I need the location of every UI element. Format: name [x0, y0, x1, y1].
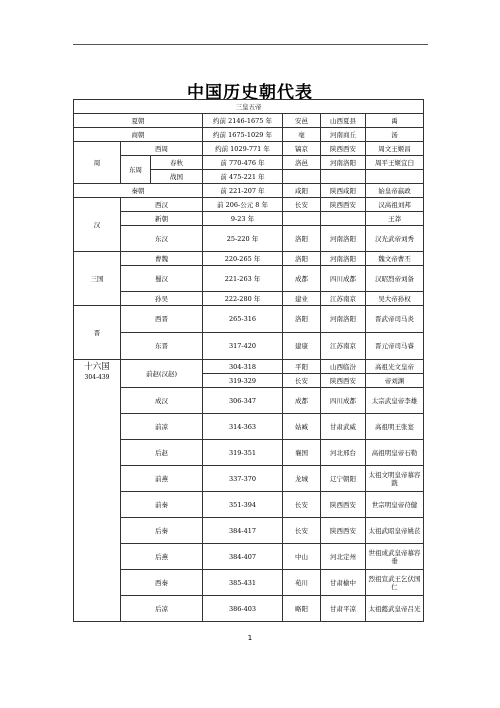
table-row — [74, 518, 424, 544]
table-row — [74, 100, 424, 114]
years-cell: 222-280 年 — [203, 292, 283, 306]
founder-cell: 太祖文明皇帝慕容皝 — [366, 466, 424, 492]
years-cell: 9-23 年 — [203, 212, 283, 226]
founder-cell: 世宗明皇帝苻健 — [366, 492, 424, 518]
dynasty-name: 后凉 — [121, 596, 203, 622]
years-cell: 317-420 — [203, 333, 283, 360]
founder-cell: 帝刘渊 — [366, 374, 424, 388]
table-row — [74, 292, 424, 306]
years-cell: 314-363 — [203, 414, 283, 440]
dynasty-name: 商朝 — [74, 128, 203, 142]
capital-cell: 长安 — [283, 518, 321, 544]
years-cell: 约前 1029-771 年 — [203, 142, 283, 156]
table-row — [74, 226, 424, 252]
founder-cell: 晋元帝司马睿 — [366, 333, 424, 360]
founder-cell: 汉高祖刘邦 — [366, 198, 424, 212]
section-header: 三皇五帝 — [74, 100, 424, 114]
founder-cell: 世祖成武皇帝慕容垂 — [366, 544, 424, 570]
location-cell: 江苏南京 — [321, 292, 366, 306]
founder-cell: 高祖光文皇帝 — [366, 360, 424, 374]
table-row — [74, 333, 424, 360]
dynasty-name: 西秦 — [121, 570, 203, 596]
dynasty-name: 东汉 — [121, 226, 203, 252]
group-title: 十六国 — [84, 362, 110, 372]
years-cell: 304-318 — [203, 360, 283, 374]
capital-cell: 略阳 — [283, 596, 321, 622]
table-row — [74, 440, 424, 466]
location-cell: 四川成都 — [321, 266, 366, 292]
years-cell: 265-316 — [203, 306, 283, 333]
location-cell: 江苏南京 — [321, 333, 366, 360]
dynasty-name: 新朝 — [121, 212, 203, 226]
capital-cell: 洛阳 — [283, 252, 321, 266]
location-cell: 陕西西安 — [321, 518, 366, 544]
capital-cell: 长安 — [283, 374, 321, 388]
location-cell: 陕西西安 — [321, 198, 366, 212]
location-cell: 陕西咸阳 — [321, 184, 366, 198]
founder-cell: 周平王姬宜臼 — [366, 156, 424, 170]
table-row — [74, 596, 424, 622]
capital-cell: 龙城 — [283, 466, 321, 492]
capital-cell: 成都 — [283, 388, 321, 414]
table-row — [74, 492, 424, 518]
capital-cell: 姑臧 — [283, 414, 321, 440]
years-cell: 前 475-221 年 — [203, 170, 283, 184]
location-cell — [321, 170, 366, 184]
dynasty-name: 前赵(汉赵) — [121, 360, 203, 388]
table-row — [74, 198, 424, 212]
capital-cell: 中山 — [283, 544, 321, 570]
location-cell: 陕西西安 — [321, 374, 366, 388]
header-rule — [73, 44, 428, 45]
location-cell: 河南洛阳 — [321, 156, 366, 170]
table-row — [74, 388, 424, 414]
dynasty-name: 后秦 — [121, 518, 203, 544]
dynasty-name: 前燕 — [121, 466, 203, 492]
dynasty-name: 蜀汉 — [121, 266, 203, 292]
dynasty-subgroup-name: 东周 — [121, 156, 151, 184]
capital-cell: 咸阳 — [283, 184, 321, 198]
capital-cell: 洛阳 — [283, 226, 321, 252]
dynasty-name: 西周 — [121, 142, 203, 156]
location-cell — [321, 212, 366, 226]
years-cell: 384-407 — [203, 544, 283, 570]
capital-cell: 洛邑 — [283, 156, 321, 170]
table-row — [74, 570, 424, 596]
founder-cell: 高祖明皇帝石勒 — [366, 440, 424, 466]
capital-cell: 长安 — [283, 198, 321, 212]
table-row — [74, 414, 424, 440]
founder-cell: 高祖明王张寔 — [366, 414, 424, 440]
dynasty-name: 夏朝 — [74, 114, 203, 128]
location-cell: 陕西西安 — [321, 142, 366, 156]
years-cell: 306-347 — [203, 388, 283, 414]
location-cell: 河南洛阳 — [321, 226, 366, 252]
table-row — [74, 360, 424, 374]
dynasty-name: 西晋 — [121, 306, 203, 333]
dynasty-group-name: 三国 — [74, 252, 121, 306]
capital-cell: 安邑 — [283, 114, 321, 128]
location-cell: 四川成都 — [321, 388, 366, 414]
table-row — [74, 128, 424, 142]
dynasty-name: 孙吴 — [121, 292, 203, 306]
years-cell: 约前 1675-1029 年 — [203, 128, 283, 142]
table-row — [74, 544, 424, 570]
table-row — [74, 466, 424, 492]
years-cell: 319-351 — [203, 440, 283, 466]
capital-cell: 建业 — [283, 292, 321, 306]
years-cell: 337-370 — [203, 466, 283, 492]
founder-cell: 汉昭烈帝刘备 — [366, 266, 424, 292]
location-cell: 辽宁朝阳 — [321, 466, 366, 492]
founder-cell: 吴大帝孙权 — [366, 292, 424, 306]
group-range: 304-439 — [84, 374, 110, 381]
page-number: 1 — [247, 634, 253, 642]
founder-cell: 禹 — [366, 114, 424, 128]
dynasty-name: 后燕 — [121, 544, 203, 570]
dynasty-group-name: 周 — [74, 142, 121, 184]
founder-cell: 汤 — [366, 128, 424, 142]
capital-cell: 平阳 — [283, 360, 321, 374]
capital-cell: 成都 — [283, 266, 321, 292]
location-cell: 山西夏县 — [321, 114, 366, 128]
dynasty-name: 前秦 — [121, 492, 203, 518]
dynasty-group-name — [74, 360, 121, 622]
table-row — [74, 142, 424, 156]
dynasty-name: 成汉 — [121, 388, 203, 414]
dynasty-name: 西汉 — [121, 198, 203, 212]
years-cell: 前 221-207 年 — [203, 184, 283, 198]
location-cell: 甘肃榆中 — [321, 570, 366, 596]
capital-cell — [283, 212, 321, 226]
founder-cell: 周文王姬昌 — [366, 142, 424, 156]
years-cell: 前 206-公元 8 年 — [203, 198, 283, 212]
years-cell: 前 770-476 年 — [203, 156, 283, 170]
page-title: 中国历史朝代表 — [187, 83, 313, 103]
founder-cell: 烈祖宣武王乞伏国仁 — [366, 570, 424, 596]
capital-cell: 镐京 — [283, 142, 321, 156]
dynasty-name: 秦朝 — [74, 184, 203, 198]
location-cell: 河南洛阳 — [321, 306, 366, 333]
location-cell: 河南商丘 — [321, 128, 366, 142]
capital-cell: 襄国 — [283, 440, 321, 466]
capital-cell: 苑川 — [283, 570, 321, 596]
years-cell: 25-220 年 — [203, 226, 283, 252]
location-cell: 山西临汾 — [321, 360, 366, 374]
founder-cell: 晋武帝司马炎 — [366, 306, 424, 333]
capital-cell: 建康 — [283, 333, 321, 360]
years-cell: 约前 2146-1675 年 — [203, 114, 283, 128]
years-cell: 221-263 年 — [203, 266, 283, 292]
founder-cell: 太祖武昭皇帝姚苌 — [366, 518, 424, 544]
table-row — [74, 252, 424, 266]
capital-cell: 洛阳 — [283, 306, 321, 333]
location-cell: 河北定州 — [321, 544, 366, 570]
table-row — [74, 114, 424, 128]
dynasty-name: 春秋 — [151, 156, 203, 170]
founder-cell: 始皇帝嬴政 — [366, 184, 424, 198]
location-cell: 甘肃平凉 — [321, 596, 366, 622]
capital-cell: 亳 — [283, 128, 321, 142]
founder-cell: 魏文帝曹丕 — [366, 252, 424, 266]
founder-cell: 汉光武帝刘秀 — [366, 226, 424, 252]
dynasty-name: 前凉 — [121, 414, 203, 440]
location-cell: 陕西西安 — [321, 492, 366, 518]
location-cell: 河北邢台 — [321, 440, 366, 466]
years-cell: 351-394 — [203, 492, 283, 518]
table-row — [74, 184, 424, 198]
years-cell: 386-403 — [203, 596, 283, 622]
dynasty-name: 东晋 — [121, 333, 203, 360]
founder-cell: 太宗武皇帝李雄 — [366, 388, 424, 414]
dynasty-table — [73, 99, 424, 622]
founder-cell — [366, 170, 424, 184]
dynasty-group-name: 汉 — [74, 198, 121, 252]
table-row — [74, 266, 424, 292]
founder-cell: 太祖懿武皇帝吕光 — [366, 596, 424, 622]
dynasty-name: 曹魏 — [121, 252, 203, 266]
dynasty-name: 后赵 — [121, 440, 203, 466]
table-row — [74, 212, 424, 226]
table-row — [74, 306, 424, 333]
founder-cell: 王莽 — [366, 212, 424, 226]
capital-cell: 长安 — [283, 492, 321, 518]
location-cell: 河南洛阳 — [321, 252, 366, 266]
years-cell: 385-431 — [203, 570, 283, 596]
capital-cell — [283, 170, 321, 184]
dynasty-group-name: 晋 — [74, 306, 121, 360]
location-cell: 甘肃武威 — [321, 414, 366, 440]
years-cell: 319-329 — [203, 374, 283, 388]
dynasty-name: 战国 — [151, 170, 203, 184]
years-cell: 220-265 年 — [203, 252, 283, 266]
years-cell: 384-417 — [203, 518, 283, 544]
